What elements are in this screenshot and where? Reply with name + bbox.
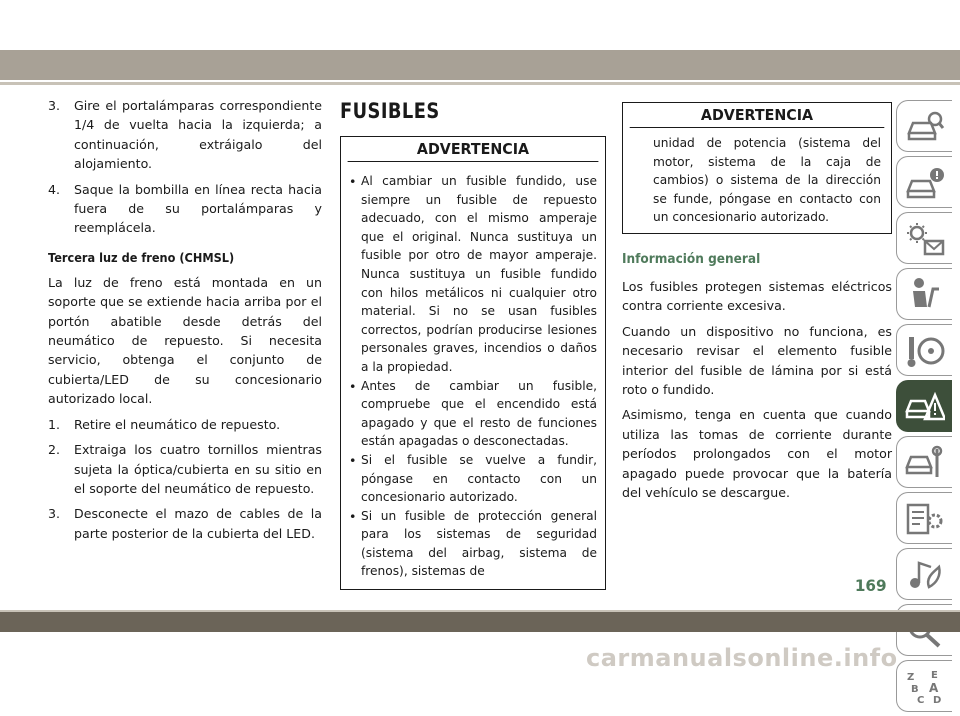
step-text: Desconecte el mazo de cables de la parte posterior de la cubierta del LED.	[74, 506, 322, 541]
tab-car-emergency[interactable]	[896, 380, 952, 432]
tab-index[interactable]	[896, 660, 952, 712]
svg-text:C: C	[917, 695, 925, 705]
step-item	[48, 504, 322, 543]
bottom-band	[0, 612, 960, 632]
bullet-dot: •	[349, 452, 357, 468]
bullet-text: Al cambiar un fusible fundido, use siempre un fusible de repuesto adecuado, con el mismo amperaje que el original. Nunca sustituya un fusible por otro de mayor amperaje. Nunca sustituya un fusible fundido con hilos metálicos ni cualquier otro material. Si no se usan fusibles correctos, podrían producirse lesiones personales graves, incendios o daños a la propiedad.	[361, 174, 597, 374]
tab-steering[interactable]	[896, 324, 952, 376]
watermark: carmanualsonline.info	[586, 644, 898, 672]
bullet-text: Si el fusible se vuelve a fundir, póngase en contacto con un concesionario autorizado.	[361, 452, 597, 505]
tab-car-search[interactable]	[896, 100, 952, 152]
svg-text:D: D	[933, 695, 942, 705]
step-item	[48, 415, 322, 434]
bullet-dot: •	[349, 378, 357, 394]
svg-text:Z: Z	[907, 672, 915, 683]
step-text: Extraiga los cuatro tornillos mientras sujeta la óptica/cubierta en su sitio en el soporte del neumático de repuesto.	[74, 442, 322, 496]
seat-safety-icon	[905, 277, 945, 313]
specs-gear-icon	[905, 501, 945, 537]
warning-body	[341, 162, 605, 589]
column-1	[48, 96, 322, 549]
top-divider	[0, 82, 960, 85]
car-info-icon	[905, 165, 945, 201]
svg-text:A: A	[929, 681, 939, 695]
page-number: 169	[854, 576, 887, 595]
language-index-icon	[905, 669, 945, 705]
tab-seat-safety[interactable]	[896, 268, 952, 320]
warning-title: ADVERTENCIA	[348, 137, 599, 162]
step-item	[48, 440, 322, 498]
bullet-text: Si un fusible de protección general para los sistemas de seguridad (sistema del airbag, sistema de frenos), sistemas de	[361, 508, 597, 579]
warning-body	[623, 128, 891, 233]
step-text: Gire el portalámparas correspondiente 1/4 de vuelta hacia la izquierda; a continuación, extráigalo del alojamiento.	[74, 98, 322, 172]
warning-bullet	[349, 172, 597, 377]
car-emergency-icon	[905, 389, 945, 425]
tab-warning-lights[interactable]	[896, 212, 952, 264]
subheading-chmsl: Tercera luz de freno (CHMSL)	[48, 249, 235, 265]
paragraph: Los fusibles protegen sistemas eléctricos contra corriente excesiva.	[622, 278, 892, 314]
step-item	[48, 96, 322, 174]
paragraph: Asimismo, tenga en cuenta que cuando utiliza las tomas de corriente durante períodos prolongados con el motor apagado puede provocar que la batería del vehículo se descargue.	[622, 407, 892, 501]
tab-multimedia[interactable]	[896, 548, 952, 600]
warning-title: ADVERTENCIA	[630, 103, 885, 128]
warning-bullet	[349, 377, 597, 451]
warning-lights-icon	[905, 221, 945, 257]
step-text: Retire el neumático de repuesto.	[74, 416, 281, 432]
car-wrench-icon	[905, 445, 945, 481]
tab-car-maintenance[interactable]	[896, 436, 952, 488]
steering-wheel-icon	[905, 333, 945, 369]
step-text: Saque la bombilla en línea recta hacia fuera de su portalámparas y reemplácela.	[74, 181, 322, 236]
svg-text:E: E	[931, 670, 938, 681]
heading-general-info: Información general	[622, 251, 761, 267]
bullet-text: Antes de cambiar un fusible, compruebe que el encendido está apagado y que el resto de funciones están apagadas o desconectadas.	[361, 378, 597, 449]
paragraph-chmsl: La luz de freno está montada en un soporte que se extiende hacia arriba por el portón abatible desde detrás del neumático de repuesto. Si necesita servicio, obtenga el conjunto de cubierta/LED de su concesionario autorizado local.	[48, 274, 322, 407]
warning-text: unidad de potencia (sistema del motor, sistema de la caja de cambios) o sistema de la dirección se funde, póngase en contacto con un concesionario autorizado.	[653, 136, 881, 225]
top-band	[0, 50, 960, 80]
car-search-icon	[905, 109, 945, 145]
section-title: FUSIBLES	[340, 99, 440, 123]
step-number: 1.	[48, 416, 61, 432]
bullet-dot: •	[349, 508, 357, 524]
bullet-dot: •	[349, 174, 357, 189]
warning-box-continued	[622, 102, 892, 234]
warning-bullet	[349, 451, 597, 507]
step-number: 2.	[48, 442, 61, 458]
step-number: 4.	[48, 181, 61, 197]
column-3	[622, 102, 892, 508]
warning-box	[340, 136, 606, 590]
column-2	[340, 96, 606, 590]
multimedia-icon	[905, 557, 945, 593]
svg-text:B: B	[911, 684, 919, 695]
tab-car-info[interactable]	[896, 156, 952, 208]
warning-bullet	[349, 507, 597, 581]
tab-specifications[interactable]	[896, 492, 952, 544]
paragraph: Cuando un dispositivo no funciona, es necesario revisar el elemento fusible interior del fusible de lámina por si está roto o fundido.	[622, 323, 892, 397]
step-item	[48, 180, 322, 238]
step-number: 3.	[48, 98, 61, 113]
step-number: 3.	[48, 506, 61, 522]
